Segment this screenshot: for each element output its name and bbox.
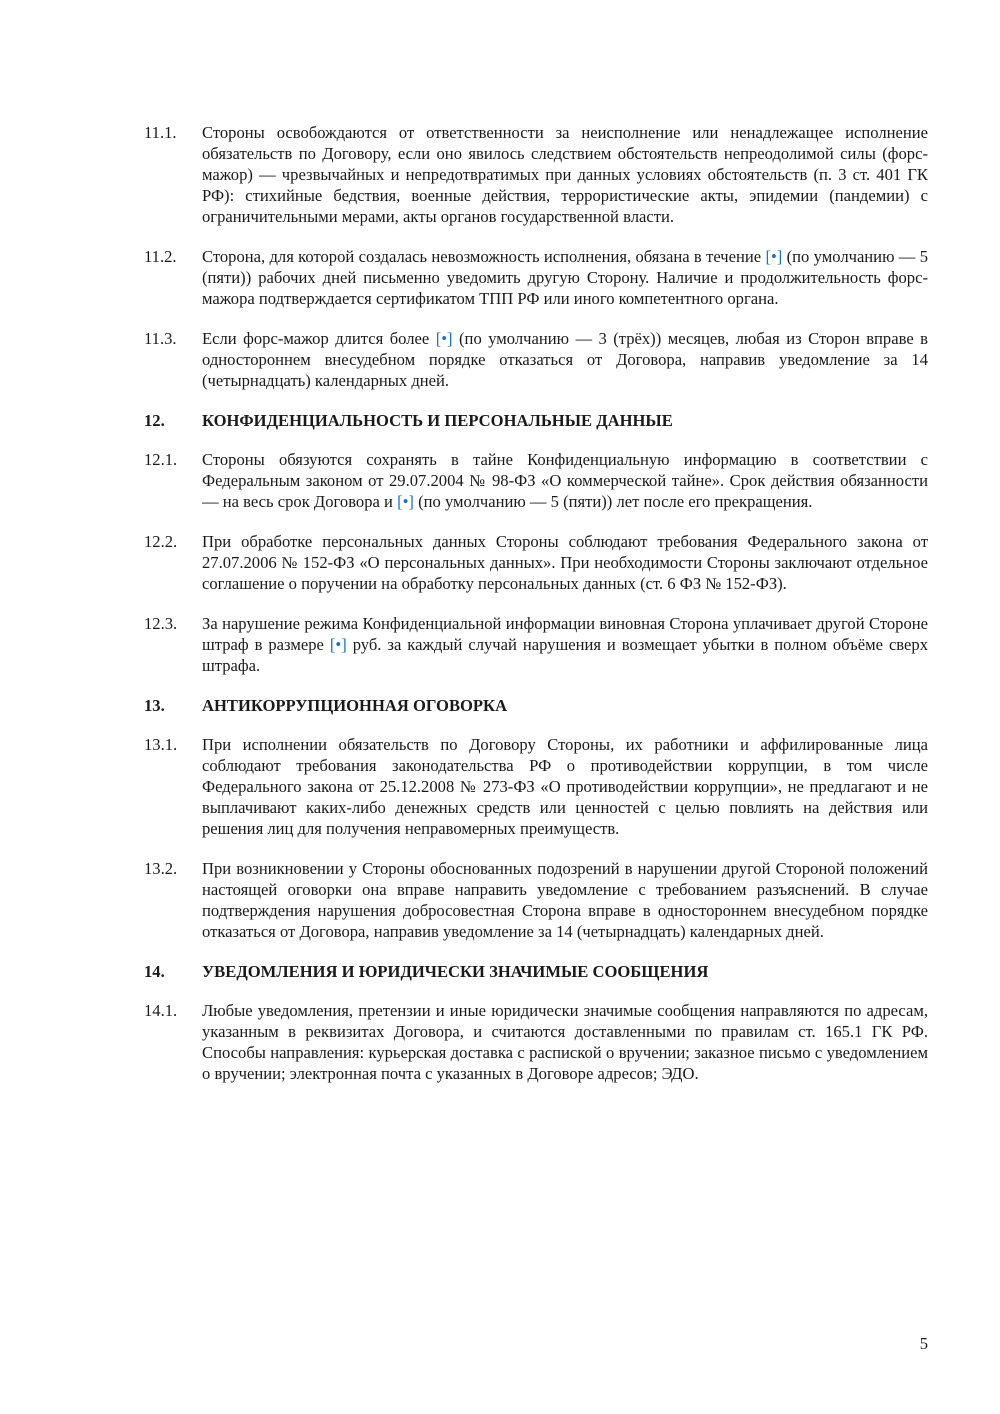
clause-number: 11.3.	[144, 329, 177, 348]
section-heading-14	[144, 961, 928, 982]
section-heading-12	[144, 410, 928, 431]
clause-text: Стороны обязуются сохранять в тайне Конфиденциальную информацию в соответствии с Федеральным законом от 29.07.2004 № 98-ФЗ «О коммерческой тайне». Срок действия обязанности — на весь срок Договора и [•] (по умолчанию — 5 (пяти)) лет после его прекращения.	[202, 450, 928, 511]
clause-number: 12.2.	[144, 532, 178, 551]
clause-number: 11.2.	[144, 247, 177, 266]
placeholder-field: [•]	[397, 492, 414, 511]
section-title: УВЕДОМЛЕНИЯ И ЮРИДИЧЕСКИ ЗНАЧИМЫЕ СООБЩЕНИЯ	[202, 962, 709, 981]
clause-text: За нарушение режима Конфиденциальной информации виновная Сторона уплачивает другой Стороне штраф в размере [•] руб. за каждый случай нарушения и возмещает убытки в полном объёме сверх штрафа.	[202, 614, 929, 675]
clause-text: При обработке персональных данных Стороны соблюдают требования Федерального закона от 27.07.2006 № 152-ФЗ «О персональных данных». При необходимости Стороны заключают отдельное соглашение о поручении на обработку персональных данных (ст. 6 ФЗ № 152-ФЗ).	[202, 532, 928, 593]
clause-11-1	[144, 122, 928, 227]
clause-13-1	[144, 734, 928, 839]
clause-text: Сторона, для которой создалась невозможность исполнения, обязана в течение [•] (по умолчанию — 5 (пяти)) рабочих дней письменно уведомить другую Сторону. Наличие и продолжительность форс-мажора подтверждается сертификатом ТПП РФ или иного компетентного органа.	[202, 247, 928, 308]
clause-number: 13.2.	[144, 859, 178, 878]
clause-11-3	[144, 328, 928, 391]
section-number: 14.	[144, 962, 165, 981]
section-number: 12.	[144, 411, 165, 430]
clause-number: 13.1.	[144, 735, 178, 754]
clause-12-3	[144, 613, 928, 676]
clause-14-1	[144, 1000, 928, 1084]
clause-12-2	[144, 531, 928, 594]
clause-number: 12.1.	[144, 450, 178, 469]
clause-text: При исполнении обязательств по Договору Стороны, их работники и аффилированные лица соблюдают требования законодательства РФ о противодействии коррупции, в том числе Федерального закона от 25.12.2008 № 273-ФЗ «О противодействии коррупции», не предлагают и не выплачивают каких-либо денежных средств или ценностей с целью повлиять на действия или решения лиц для получения неправомерных преимуществ.	[202, 735, 928, 838]
placeholder-field: [•]	[329, 635, 347, 654]
clause-text: Стороны освобождаются от ответственности за неисполнение или ненадлежащее исполнение обязательств по Договору, если оно явилось следствием обстоятельств непреодолимой силы (форс-мажор) — чрезвычайных и непредотвратимых при данных условиях обстоятельств (п. 3 ст. 401 ГК РФ): стихийные бедствия, военные действия, террористические акты, эпидемии (пандемии) с ограничительными мерами, акты органов государственной власти.	[202, 123, 928, 226]
clause-number: 12.3.	[144, 614, 178, 633]
placeholder-field: [•]	[765, 247, 783, 266]
clause-text: При возникновении у Стороны обоснованных подозрений в нарушении другой Стороной положений настоящей оговорки она вправе направить уведомление с требованием разъяснений. В случае подтверждения нарушения добросовестная Сторона вправе в одностороннем внесудебном порядке отказаться от Договора, направив уведомление за 14 (четырнадцать) календарных дней.	[202, 859, 928, 941]
clause-number: 11.1.	[144, 123, 177, 142]
clause-number: 14.1.	[144, 1001, 178, 1020]
page-number: 5	[919, 1334, 928, 1353]
section-number: 13.	[144, 696, 165, 715]
section-title: АНТИКОРРУПЦИОННАЯ ОГОВОРКА	[202, 696, 508, 715]
clause-text: Если форс-мажор длится более [•] (по умолчанию — 3 (трёх)) месяцев, любая из Сторон вправе в одностороннем внесудебном порядке отказаться от Договора, направив уведомление за 14 (четырнадцать) календарных дней.	[202, 329, 928, 390]
section-heading-13	[144, 695, 928, 716]
clause-text: Любые уведомления, претензии и иные юридически значимые сообщения направляются по адресам, указанным в реквизитах Договора, и считаются доставленными по правилам ст. 165.1 ГК РФ. Способы направления: курьерская доставка с распиской о вручении; заказное письмо с уведомлением о вручении; электронная почта с указанных в Договоре адресов; ЭДО.	[202, 1001, 928, 1083]
document-body	[144, 122, 928, 1103]
clause-11-2	[144, 246, 928, 309]
placeholder-field: [•]	[435, 329, 453, 348]
clause-12-1	[144, 449, 928, 512]
section-title: КОНФИДЕНЦИАЛЬНОСТЬ И ПЕРСОНАЛЬНЫЕ ДАННЫЕ	[202, 411, 673, 430]
clause-13-2	[144, 858, 928, 942]
